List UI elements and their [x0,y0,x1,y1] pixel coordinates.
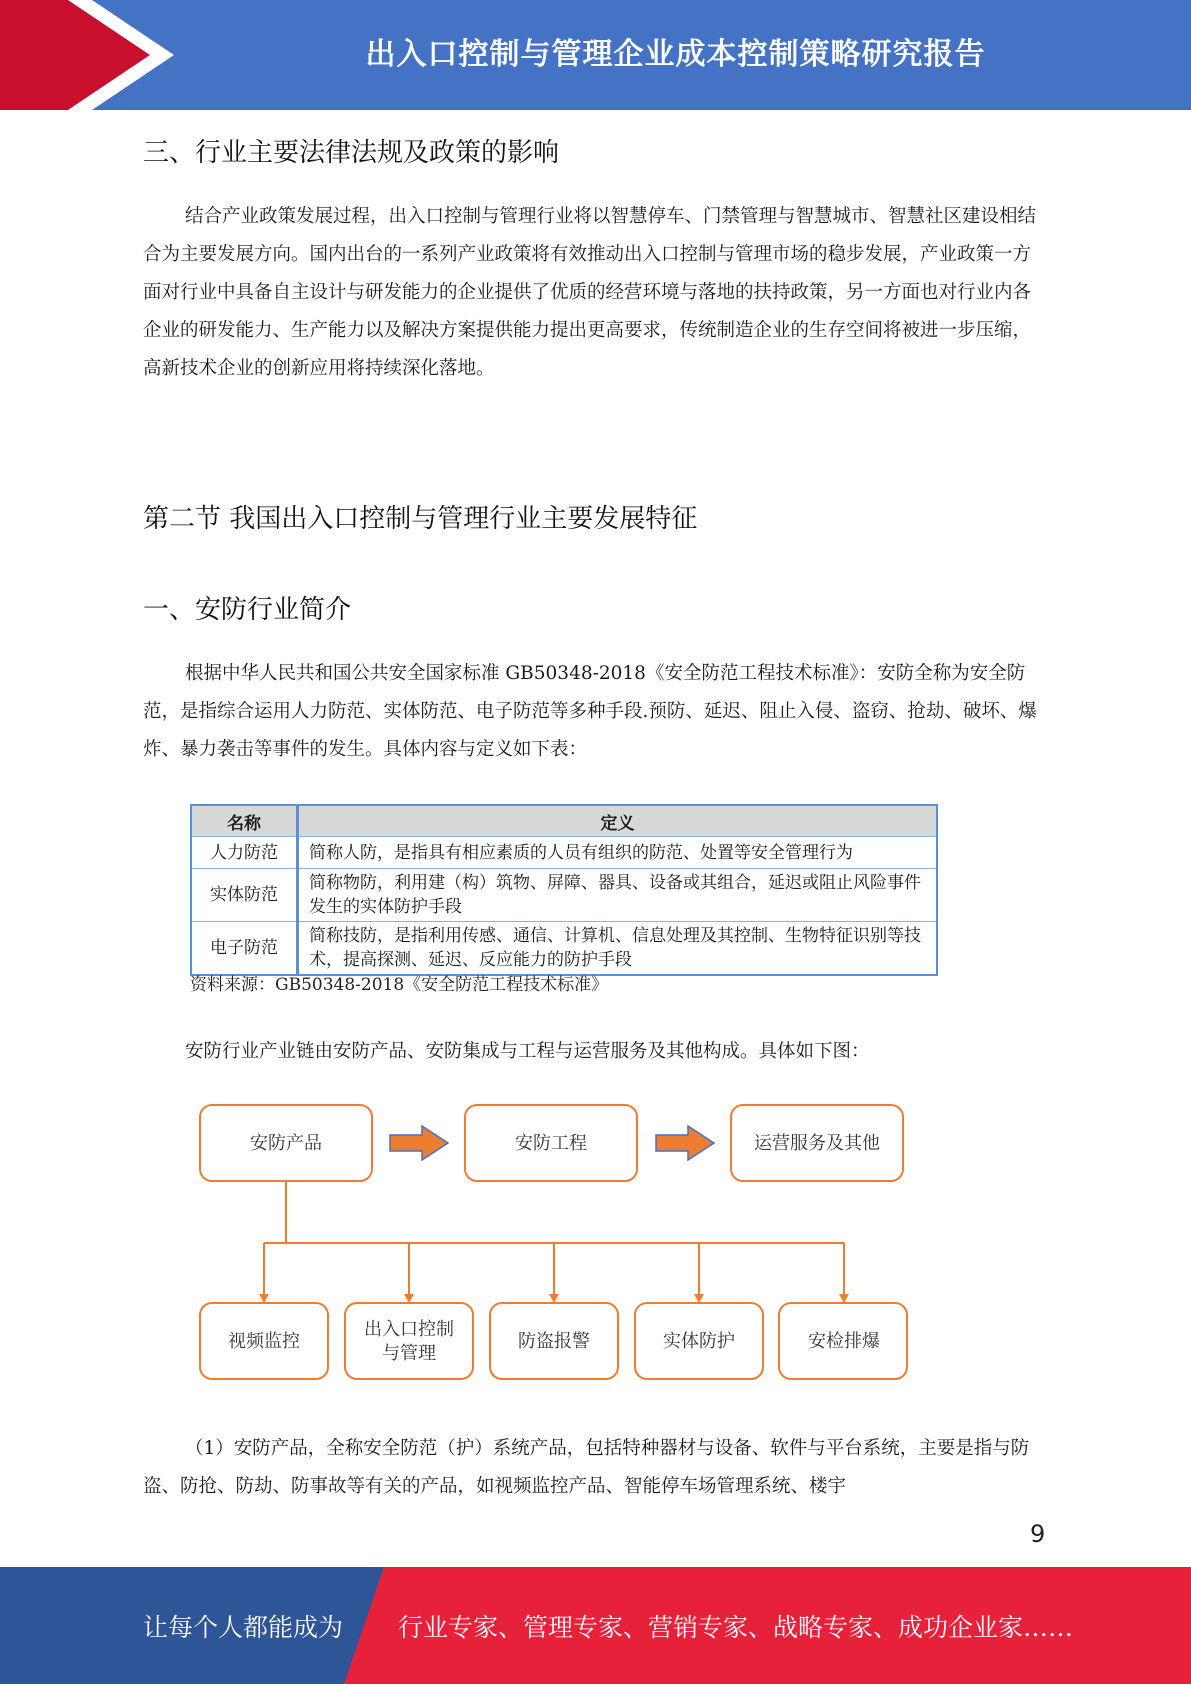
table-header-name: 名称 [191,805,298,837]
node-label: 与管理 [382,1343,436,1364]
arrowhead-down [259,1294,269,1303]
page-number: 9 [1030,1520,1046,1548]
node-label: 防盗报警 [518,1331,590,1352]
table-row [191,837,937,869]
industry-chain-diagram [190,1095,920,1385]
header-arrow-decoration [0,0,200,110]
node-label: 安检排爆 [808,1331,880,1352]
paragraph-security-definition: 根据中华人民共和国公共安全国家标准 GB50348-2018《安全防范工程技术标准》：安防全称为安全防范，是指综合运用人力防范、实体防范、电子防范等多种手段.预防、延迟、阻止入侵、盗窃、抢劫、破坏、爆炸、暴力袭击等事件的发生。具体内容与定义如下表： [143,663,1037,760]
report-title: 出入口控制与管理企业成本控制策略研究报告 [365,37,986,72]
node-label: 安防产品 [250,1133,322,1154]
table-cell-name: 电子防范 [191,922,298,976]
node-access-control [345,1303,473,1379]
node-label: 视频监控 [228,1331,300,1352]
paragraph-industry-chain: 安防行业产业链由安防产品、安防集成与工程与运营服务及其他构成。具体如下图： [185,1041,870,1062]
page-footer [0,1567,1191,1684]
table-header-definition: 定义 [298,805,938,837]
page-header [0,0,1191,110]
node-label: 安防工程 [515,1133,587,1154]
paragraph-security-products: （1）安防产品，全称安全防范（护）系统产品，包括特种器材与设备、软件与平台系统，主要是指与防盗、防抢、防劫、防事故等有关的产品，如视频监控产品、智能停车场管理系统、楼宇 [143,1438,1030,1497]
block-arrow-right [390,1126,448,1160]
table-cell-definition: 简称物防，利用建（构）筑物、屏障、器具、设备或其组合，延迟或阻止风险事件发生的实体防护手段 [298,869,938,922]
footer-slogan-right: 行业专家、管理专家、营销专家、战略专家、成功企业家…… [398,1613,1074,1642]
node-label: 运营服务及其他 [754,1133,880,1154]
arrowhead-down [404,1294,414,1303]
definition-table [190,804,938,976]
block-arrow-right [656,1126,714,1160]
node-label: 实体防护 [663,1331,735,1352]
table-source: 资料来源：GB50348-2018《安全防范工程技术标准》 [190,975,609,995]
table-row [191,869,937,922]
arrowhead-down [549,1294,559,1303]
chapter-heading: 第二节 我国出入口控制与管理行业主要发展特征 [143,504,698,534]
section-heading-laws: 三、行业主要法律法规及政策的影响 [143,138,560,168]
table-cell-definition: 简称技防，是指利用传感、通信、计算机、信息处理及其控制、生物特征识别等技术，提高探测、延迟、反应能力的防护手段 [298,922,938,976]
node-label: 出入口控制 [364,1319,454,1340]
table-cell-name: 实体防范 [191,869,298,922]
arrowhead-down [839,1294,849,1303]
table-cell-definition: 简称人防，是指具有相应素质的人员有组织的防范、处置等安全管理行为 [298,837,938,869]
footer-slogan-left: 让每个人都能成为 [143,1613,344,1642]
table-header-row [191,805,937,837]
table-cell-name: 人力防范 [191,837,298,869]
arrowhead-down [694,1294,704,1303]
paragraph-policy: 结合产业政策发展过程，出入口控制与管理行业将以智慧停车、门禁管理与智慧城市、智慧社区建设相结合为主要发展方向。国内出台的一系列产业政策将有效推动出入口控制与管理市场的稳步发展，产业政策一方面对行业中具备自主设计与研发能力的企业提供了优质的经营环境与落地的扶持政策，另一方面也对行业内各企业的研发能力、生产能力以及解决方案提供能力提出更高要求，传统制造企业的生存空间将被进一步压缩，高新技术企业的创新应用将持续深化落地。 [143,206,1037,379]
table-row [191,922,937,976]
section-heading-security-intro: 一、安防行业简介 [143,595,352,625]
